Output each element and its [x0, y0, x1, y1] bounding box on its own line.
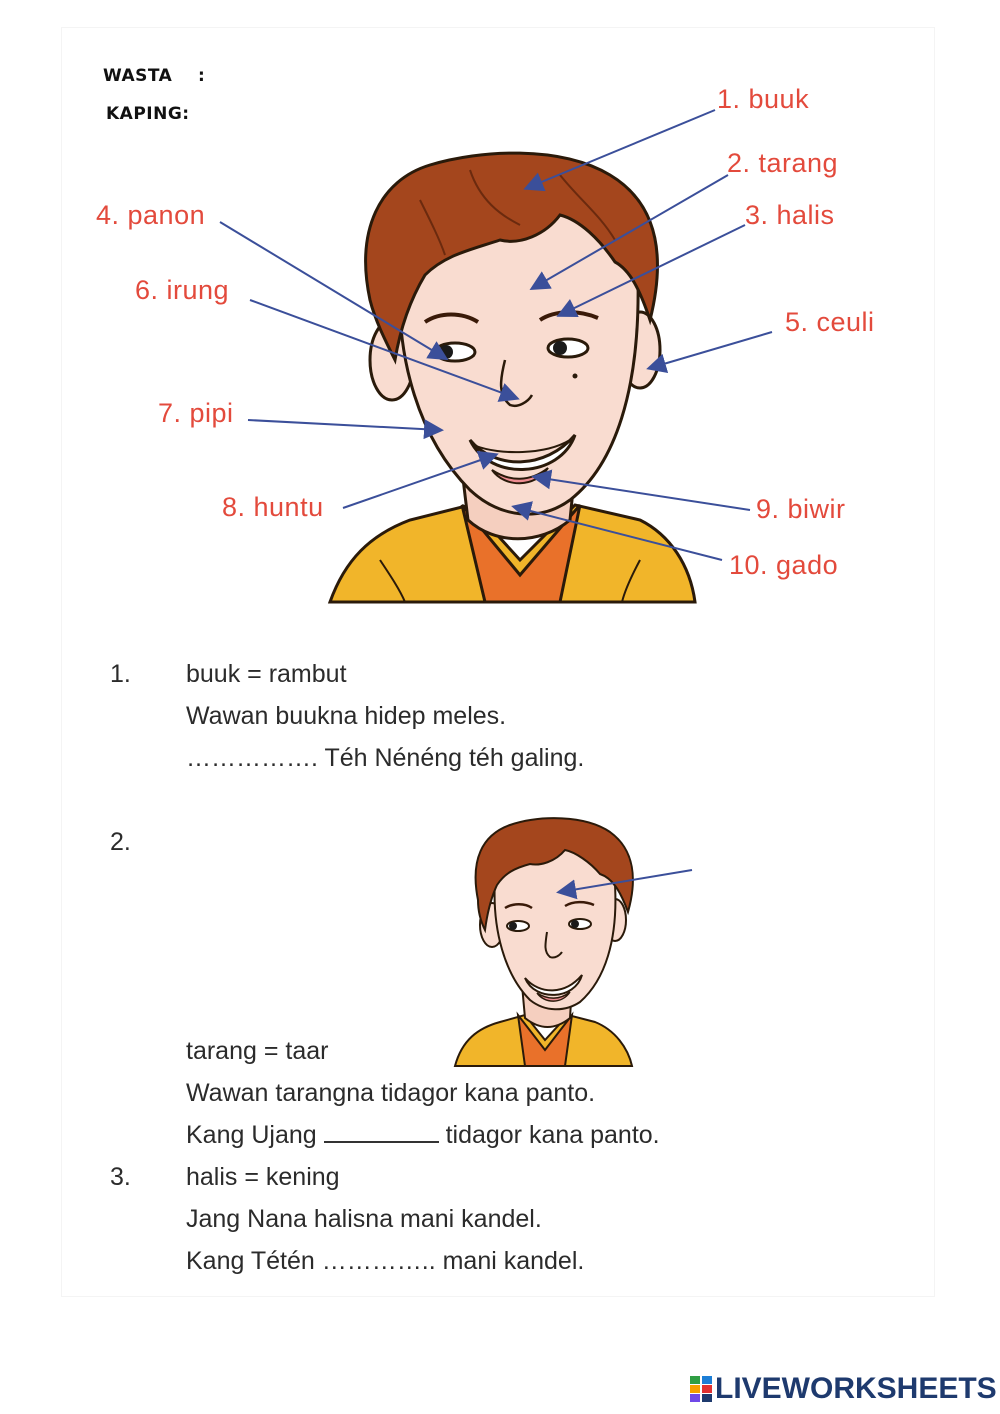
item-2-answer-blank[interactable]: [324, 1121, 439, 1143]
item-3-definition: halis = kening: [186, 1163, 340, 1191]
item-2-example: Wawan tarangna tidagor kana panto.: [186, 1079, 596, 1107]
item-1-example: Wawan buukna hidep meles.: [186, 702, 507, 730]
label-huntu: 8. huntu: [222, 492, 324, 522]
class-label: KAPING:: [106, 104, 190, 124]
item-2-prompt-before: Kang Ujang: [186, 1121, 317, 1149]
item-1-prompt[interactable]: ……………. Téh Nénéng téh galing.: [186, 744, 585, 772]
item-2-prompt: [186, 1121, 660, 1150]
liveworksheets-logo-icon: [690, 1376, 712, 1402]
item-3-example: Jang Nana halisna mani kandel.: [186, 1205, 542, 1233]
item-2-number: 2.: [110, 828, 131, 856]
label-pipi: 7. pipi: [158, 398, 234, 428]
item-2-prompt-after: tidagor kana panto.: [445, 1121, 660, 1149]
label-gado: 10. gado: [729, 550, 839, 580]
label-buuk: 1. buuk: [717, 84, 810, 114]
label-halis: 3. halis: [745, 200, 835, 230]
item-1-definition: buuk = rambut: [186, 660, 347, 688]
label-irung: 6. irung: [135, 275, 230, 305]
label-tarang: 2. tarang: [727, 148, 839, 178]
item-3-prompt[interactable]: Kang Tétén ………….. mani kandel.: [186, 1247, 585, 1275]
name-colon: :: [198, 66, 206, 86]
liveworksheets-logo[interactable]: [690, 1372, 997, 1406]
item-1-number: 1.: [110, 660, 131, 688]
liveworksheets-logo-text: LIVEWORKSHEETS: [715, 1372, 997, 1405]
item-2-definition: tarang = taar: [186, 1037, 329, 1065]
item-3-number: 3.: [110, 1163, 131, 1191]
label-ceuli: 5. ceuli: [785, 307, 875, 337]
label-biwir: 9. biwir: [756, 494, 846, 524]
name-label: WASTA: [103, 66, 173, 86]
label-panon: 4. panon: [96, 200, 206, 230]
